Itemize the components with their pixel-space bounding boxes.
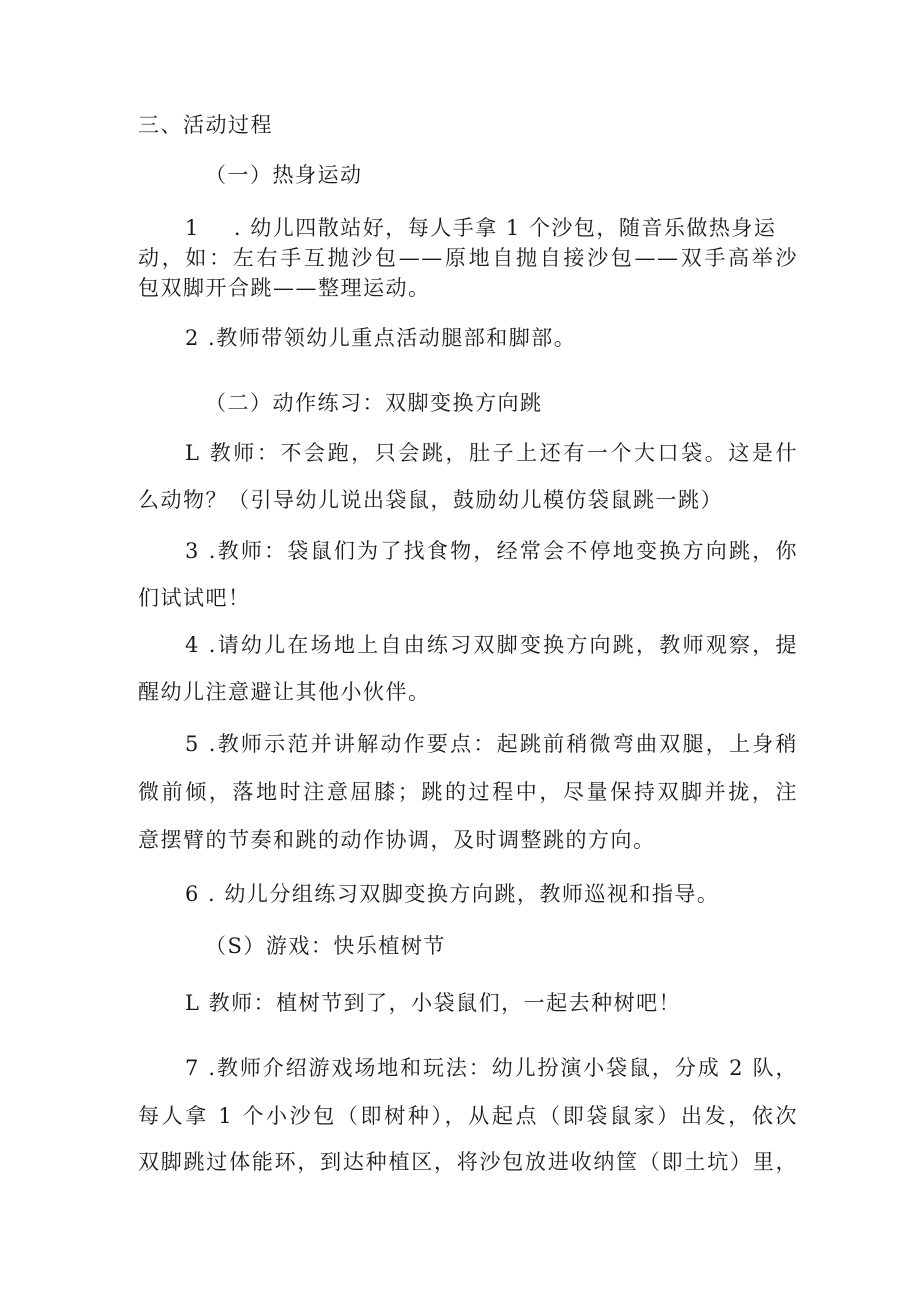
paragraph-number: 1 [185,216,200,240]
paragraph-line: 醒幼儿注意避让其他小伙伴。 [138,680,431,704]
paragraph-line: 4 .请幼儿在场地上自由练习双脚变换方向跳，教师观察，提 [185,633,798,657]
paragraph-2: 2 .教师带领幼儿重点活动腿部和脚部。 [185,326,577,350]
paragraph-line: . 幼儿四散站好，每人手拿 1 个沙包，随音乐做热身运 [233,216,777,240]
paragraph-8: L 教师：植树节到了，小袋鼠们，一起去种树吧！ [185,991,682,1015]
subsection-heading-game: （S）游戏：快乐植树节 [205,934,446,958]
section-heading: 三、活动过程 [138,113,273,137]
subsection-heading-practice: （二）动作练习：双脚变换方向跳 [205,391,543,415]
paragraph-line: 双脚跳过体能环，到达种植区，将沙包放进收纳筐（即土坑）里， [138,1150,798,1174]
paragraph-7: 6 . 幼儿分组练习双脚变换方向跳，教师巡视和指导。 [185,882,720,906]
paragraph-line: 每人拿 1 个小沙包（即树种），从起点（即袋鼠家）出发，依次 [138,1104,798,1128]
paragraph-line: 们试试吧！ [138,586,251,610]
paragraph-line: L 教师：不会跑，只会跳，肚子上还有一个大口袋。这是什 [185,441,798,465]
paragraph-line: 5 .教师示范并讲解动作要点：起跳前稍微弯曲双腿，上身稍 [185,732,798,756]
subsection-heading-warmup: （一）热身运动 [205,163,363,187]
paragraph-line: 么动物？（引导幼儿说出袋鼠，鼓励幼儿模仿袋鼠跳一跳） [138,488,723,512]
paragraph-line: 动，如：左右手互抛沙包——原地自抛自接沙包——双手高举沙 [138,246,798,270]
paragraph-line: 意摆臂的节奏和跳的动作协调，及时调整跳的方向。 [138,828,656,852]
paragraph-line: 3 .教师：袋鼠们为了找食物，经常会不停地变换方向跳，你 [185,539,798,563]
paragraph-line: 包双脚开合跳——整理运动。 [138,276,431,300]
paragraph-line: 7 .教师介绍游戏场地和玩法：幼儿扮演小袋鼠，分成 2 队， [185,1056,798,1080]
paragraph-line: 微前倾，落地时注意屈膝；跳的过程中，尽量保持双脚并拢，注 [138,780,798,804]
